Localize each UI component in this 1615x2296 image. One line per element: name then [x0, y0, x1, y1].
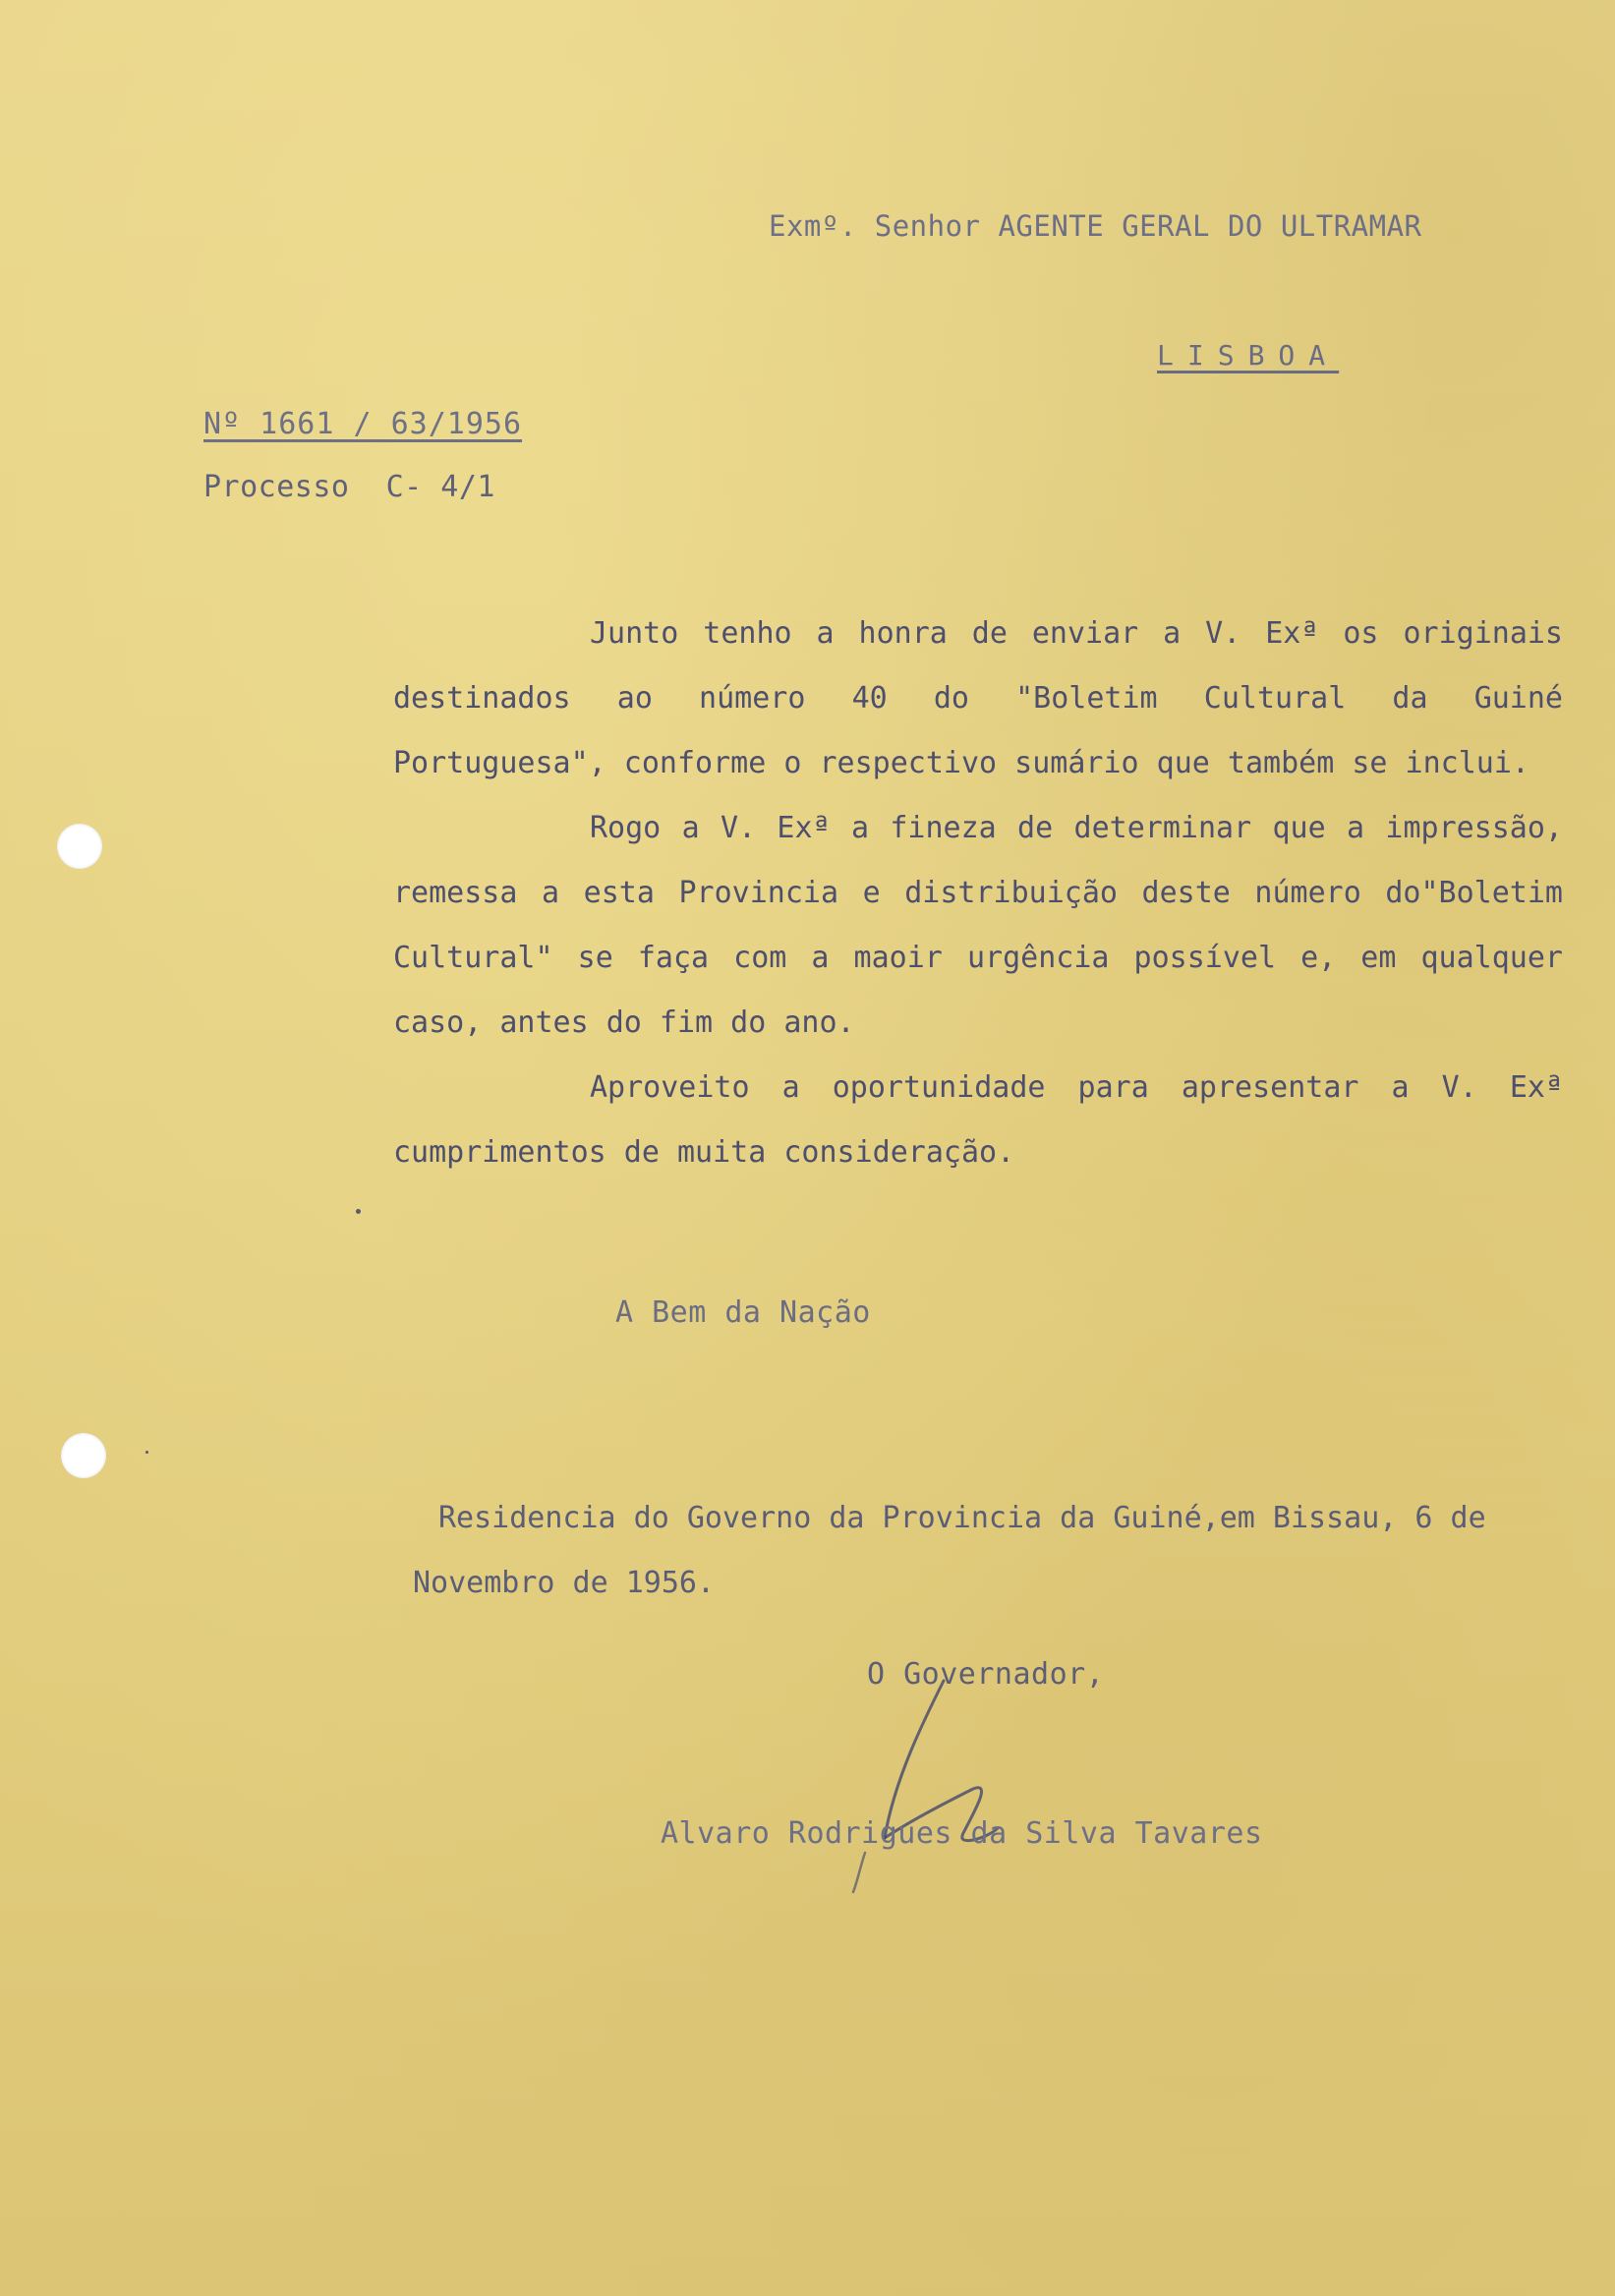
paragraph-3: Aproveito a oportunidade para apresentar a V. Exª cumprimentos de muita consideração.	[393, 1070, 1563, 1170]
punch-hole-top	[57, 824, 102, 869]
place-and-date: Residencia do Governo da Provincia da Guiné,em Bissau, 6 de Novembro de 1956.	[413, 1501, 1486, 1600]
addressee: Exmº. Senhor AGENTE GERAL DO ULTRAMAR	[769, 209, 1422, 243]
ink-speck	[145, 1451, 148, 1454]
city: LISBOA	[1157, 339, 1340, 372]
punch-hole-bottom	[61, 1433, 106, 1478]
signatory-name: Alvaro Rodrigues da Silva Tavares	[661, 1816, 1263, 1851]
reference-number: Nº 1661 / 63/1956	[203, 407, 523, 441]
closing-formula: A Bem da Nação	[615, 1295, 871, 1330]
paragraph-2: Rogo a V. Exª a fineza de determinar que a impressão, remessa a esta Provincia e distribuição deste número do"Boletim Cultural" se faça com a maoir urgência possível e, em qualquer caso, antes do fim do ano.	[393, 811, 1563, 1040]
paragraph-1: Junto tenho a honra de enviar a V. Exª os originais destinados ao número 40 do "Boletim Cultural da Guiné Portuguesa", conforme o respectivo sumário que também se inclui.	[393, 616, 1563, 780]
ink-speck	[356, 1209, 361, 1214]
letter-body	[393, 602, 1563, 1185]
process-number: Processo C- 4/1	[203, 470, 495, 504]
handwritten-signature	[826, 1651, 1081, 1907]
signatory-title: O Governador,	[867, 1657, 1105, 1692]
